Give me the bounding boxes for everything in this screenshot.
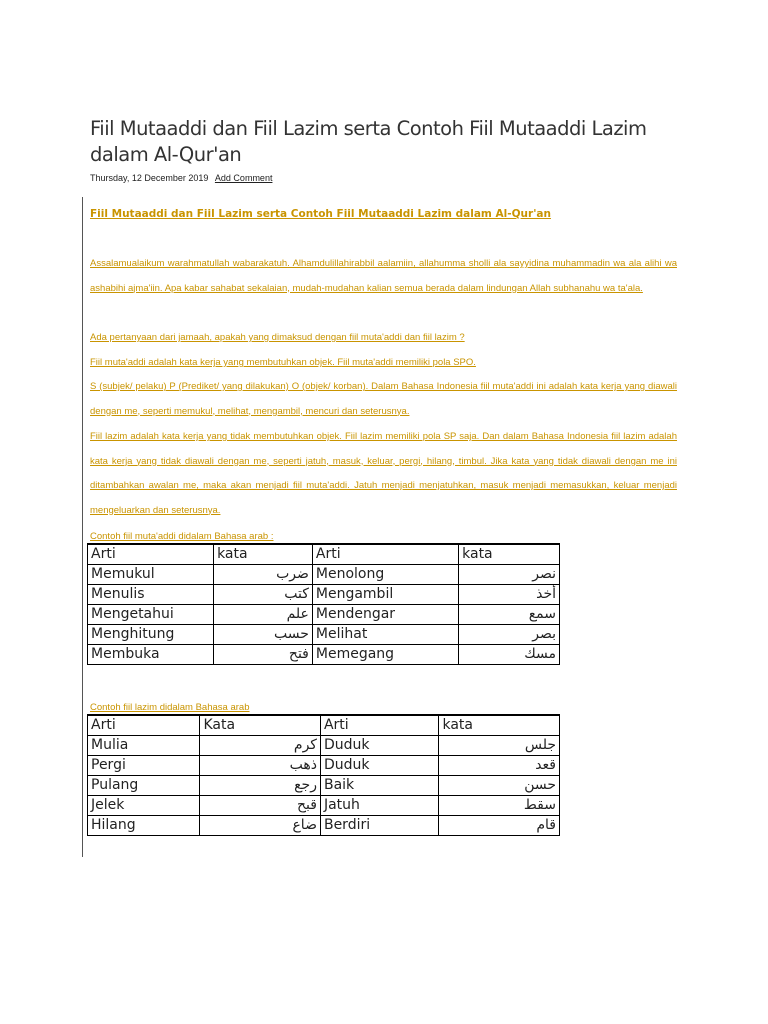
arabic-word-cell: كتب bbox=[214, 585, 313, 605]
content-border bbox=[82, 197, 83, 857]
arabic-word-cell: مسك bbox=[459, 645, 560, 665]
meaning-cell: Menulis bbox=[88, 585, 214, 605]
meaning-cell: Mendengar bbox=[312, 605, 458, 625]
arabic-word-cell: جلس bbox=[439, 736, 560, 756]
lazim-table bbox=[87, 714, 560, 836]
arabic-word-cell: حسن bbox=[439, 776, 560, 796]
article-title: Fiil Mutaaddi dan Fiil Lazim serta Contoh Fiil Mutaaddi Lazim dalam Al-Qur'an bbox=[90, 117, 647, 166]
column-header: Kata bbox=[200, 715, 321, 736]
content-heading: Fiil Mutaaddi dan Fiil Lazim serta Contoh Fiil Mutaaddi Lazim dalam Al-Qur'an bbox=[90, 208, 551, 220]
arabic-word-cell: ضرب bbox=[214, 565, 313, 585]
meaning-cell: Pergi bbox=[88, 756, 200, 776]
column-header: Arti bbox=[320, 715, 439, 736]
paragraph-question: Ada pertanyaan dari jamaah, apakah yang dimaksud dengan fiil muta'addi dan fiil lazim ? bbox=[90, 332, 465, 343]
meaning-cell: Memukul bbox=[88, 565, 214, 585]
column-header: Arti bbox=[88, 715, 200, 736]
table-row bbox=[88, 565, 560, 585]
caption-mutaaddi-table: Contoh fiil muta'addi didalam Bahasa arab : bbox=[90, 531, 274, 542]
arabic-word-cell: كرم bbox=[200, 736, 321, 756]
table-row bbox=[88, 625, 560, 645]
meaning-cell: Menolong bbox=[312, 565, 458, 585]
paragraph-definition-lazim: Fiil lazim adalah kata kerja yang tidak membutuhkan objek. Fiil lazim memiliki pola SP saja. Dan dalam Bahasa Indonesia fiil lazim adalah kata kerja yang tidak diawali dengan me, seperti jatuh, masuk, keluar, pergi, hilang, timbul. Jika kata yang tidak diawali dengan me ini ditambahkan awalan me, maka akan menjadi fiil muta'addi. Jatuh menjadi menjatuhkan, masuk menjadi memasukkan, keluar menjadi mengeluarkan dan seterusnya. bbox=[90, 431, 677, 516]
mutaaddi-table bbox=[87, 543, 560, 665]
arabic-word-cell: ضاع bbox=[200, 816, 321, 836]
arabic-word-cell: علم bbox=[214, 605, 313, 625]
meaning-cell: Membuka bbox=[88, 645, 214, 665]
arabic-word-cell: بصر bbox=[459, 625, 560, 645]
arabic-word-cell: ذهب bbox=[200, 756, 321, 776]
table-row bbox=[88, 816, 560, 836]
arabic-word-cell: سمع bbox=[459, 605, 560, 625]
table-header-row bbox=[88, 715, 560, 736]
column-header: kata bbox=[214, 544, 313, 565]
meaning-cell: Menghitung bbox=[88, 625, 214, 645]
meaning-cell: Hilang bbox=[88, 816, 200, 836]
paragraph-definition-mutaaddi: Fiil muta'addi adalah kata kerja yang membutuhkan objek. Fiil muta'addi memiliki pola SPO. bbox=[90, 357, 476, 368]
arabic-word-cell: قام bbox=[439, 816, 560, 836]
meaning-cell: Duduk bbox=[320, 736, 439, 756]
arabic-word-cell: فتح bbox=[214, 645, 313, 665]
caption-lazim-table: Contoh fiil lazim didalam Bahasa arab bbox=[90, 702, 250, 713]
table-row bbox=[88, 605, 560, 625]
post-date: Thursday, 12 December 2019 bbox=[90, 173, 209, 183]
meaning-cell: Mulia bbox=[88, 736, 200, 756]
paragraph-greeting: Assalamualaikum warahmatullah wabarakatuh. Alhamdulillahirabbil aalamiin, allahumma sholli ala sayyidina muhammadin wa ala alihi wa ashabihi ajma'iin. Apa kabar sahabat sekalaian, mudah-mudahan kalian semua berada dalam lindungan Allah subhanahu wa ta'ala. bbox=[90, 258, 677, 294]
meaning-cell: Baik bbox=[320, 776, 439, 796]
column-header: kata bbox=[439, 715, 560, 736]
arabic-word-cell: قبح bbox=[200, 796, 321, 816]
table-row bbox=[88, 645, 560, 665]
column-header: Arti bbox=[312, 544, 458, 565]
meaning-cell: Duduk bbox=[320, 756, 439, 776]
arabic-word-cell: سقط bbox=[439, 796, 560, 816]
arabic-word-cell: حسب bbox=[214, 625, 313, 645]
table-row bbox=[88, 776, 560, 796]
column-header: kata bbox=[459, 544, 560, 565]
article-meta bbox=[90, 173, 272, 183]
meaning-cell: Mengambil bbox=[312, 585, 458, 605]
arabic-word-cell: قعد bbox=[439, 756, 560, 776]
arabic-word-cell: نصر bbox=[459, 565, 560, 585]
add-comment-link[interactable]: Add Comment bbox=[214, 173, 273, 183]
arabic-word-cell: رجع bbox=[200, 776, 321, 796]
table-row bbox=[88, 736, 560, 756]
table-row bbox=[88, 585, 560, 605]
meaning-cell: Memegang bbox=[312, 645, 458, 665]
column-header: Arti bbox=[88, 544, 214, 565]
meaning-cell: Melihat bbox=[312, 625, 458, 645]
table-header-row bbox=[88, 544, 560, 565]
table-row bbox=[88, 756, 560, 776]
table-row bbox=[88, 796, 560, 816]
paragraph-spo-pattern: S (subjek/ pelaku) P (Prediket/ yang dilakukan) O (objek/ korban). Dalam Bahasa Indonesia fiil muta'addi ini adalah kata kerja yang diawali dengan me, seperti memukul, melihat, mengambil, mencuri dan seterusnya. bbox=[90, 381, 677, 417]
meaning-cell: Jelek bbox=[88, 796, 200, 816]
meaning-cell: Pulang bbox=[88, 776, 200, 796]
meaning-cell: Mengetahui bbox=[88, 605, 214, 625]
meaning-cell: Berdiri bbox=[320, 816, 439, 836]
meaning-cell: Jatuh bbox=[320, 796, 439, 816]
arabic-word-cell: أخذ bbox=[459, 585, 560, 605]
